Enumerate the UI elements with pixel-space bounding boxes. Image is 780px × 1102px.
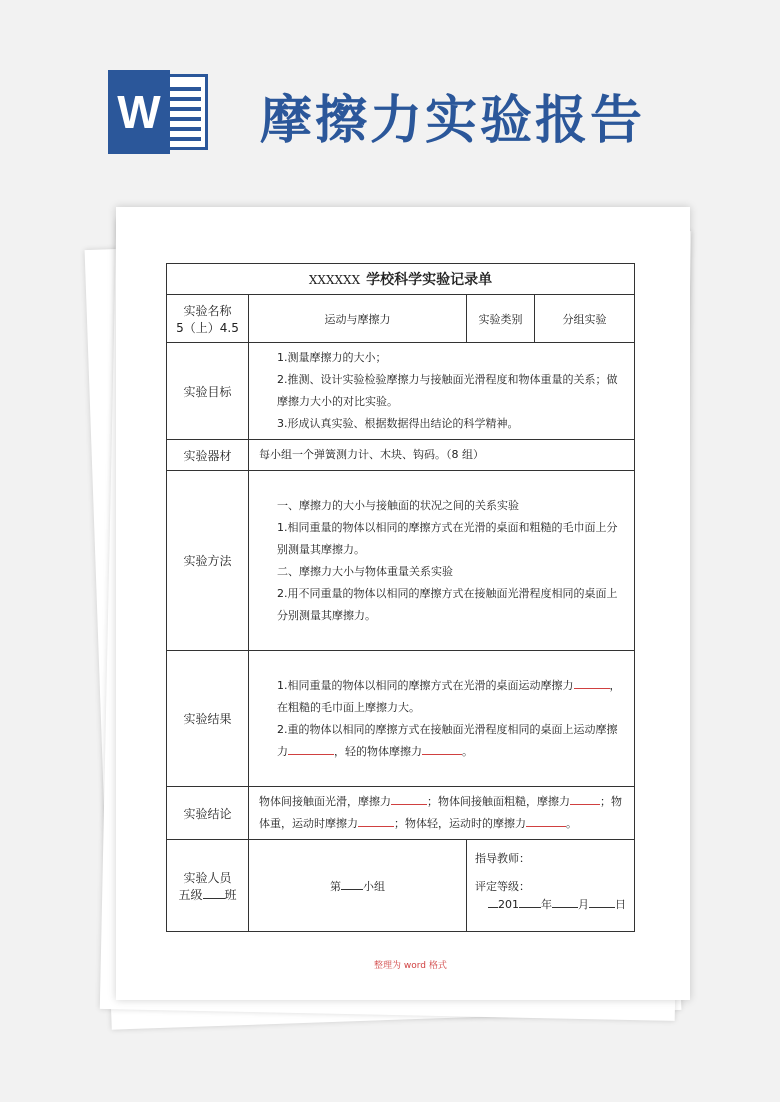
equip-label: 实验器材: [167, 440, 249, 471]
record-table: [166, 263, 635, 932]
name-label: 实验名称: [183, 303, 232, 318]
method-label: 实验方法: [167, 471, 249, 651]
school-title: 学校科学实验记录单: [366, 272, 493, 288]
fill-blank[interactable]: [391, 804, 427, 805]
fill-blank[interactable]: [422, 754, 462, 755]
fill-blank[interactable]: [519, 907, 541, 908]
result-label: 实验结果: [167, 651, 249, 787]
word-badge: W: [108, 70, 170, 154]
goal-item: 3.形成认真实验、根据数据得出结论的科学精神。: [277, 417, 519, 430]
result-item-1: 1.相同重量的物体以相同的摩擦方式在光滑的桌面运动摩擦力 ，在粗糙的毛巾面上摩擦力大。: [277, 678, 621, 714]
staff-cell: [167, 840, 249, 932]
experiment-name: 运动与摩擦力: [249, 295, 467, 343]
staff-label: 实验人员: [183, 870, 232, 885]
method-content: [249, 471, 635, 651]
name-code: 5（上）4.5: [176, 320, 239, 335]
page-title: 摩擦力实验报告: [260, 91, 646, 151]
result-content: [249, 651, 635, 787]
method-item: 2.用不同重量的物体以相同的摩擦方式在接触面光滑程度相同的桌面上分别测量其摩擦力。: [277, 586, 618, 622]
fill-blank[interactable]: [552, 907, 578, 908]
teacher-label: 指导教师：: [475, 852, 530, 865]
record-title: [167, 264, 635, 295]
equip-value: 每小组一个弹簧测力计、木块、钩码。（8 组）: [249, 440, 635, 471]
fill-blank[interactable]: [589, 907, 615, 908]
grade-line: 五级 班: [178, 887, 237, 902]
date-line: 201 年 月 日: [475, 896, 626, 912]
goal-content: [249, 343, 635, 440]
goal-item: 1.测量摩擦力的大小；: [277, 351, 387, 364]
goal-label: 实验目标: [167, 343, 249, 440]
name-label-cell: [167, 295, 249, 343]
footer-note: 整理为 word 格式: [374, 961, 447, 971]
goal-item: 2.推测、设计实验检验摩擦力与接触面光滑程度和物体重量的关系；做摩擦力大小的对比实验。: [277, 373, 618, 408]
conclusion-label: 实验结论: [167, 787, 249, 840]
school-prefix: XXXXXX: [308, 273, 361, 287]
conclusion-content: 物体间接触面光滑，摩擦力 ；物体间接触面粗糙，摩擦力 ；物体重，运动时摩擦力 ；物体轻，运动时的摩擦力 。: [249, 787, 635, 840]
method-item: 二、摩擦力大小与物体重量关系实验: [277, 564, 453, 578]
type-value: 分组实验: [535, 295, 635, 343]
teacher-cell: [467, 840, 635, 932]
word-logo-icon: [108, 66, 212, 158]
method-item: 1.相同重量的物体以相同的摩擦方式在光滑的桌面和粗糙的毛巾面上分别测量其摩擦力。: [277, 520, 618, 556]
fill-blank[interactable]: [570, 804, 600, 805]
fill-blank[interactable]: [574, 688, 610, 689]
fill-blank[interactable]: [526, 826, 566, 827]
method-item: 一、摩擦力的大小与接触面的状况之间的关系实验: [277, 498, 519, 512]
result-item-2: 2.重的物体以相同的摩擦方式在接触面光滑程度相同的桌面上运动摩擦力 ，轻的物体摩擦力 。: [277, 722, 618, 758]
type-label: 实验类别: [467, 295, 535, 343]
group-cell: 第 小组: [249, 840, 467, 932]
fill-blank[interactable]: [288, 754, 334, 755]
rating-label: 评定等级：: [475, 880, 530, 893]
fill-blank[interactable]: [341, 889, 363, 890]
fill-blank[interactable]: [203, 898, 225, 899]
fill-blank[interactable]: [358, 826, 394, 827]
